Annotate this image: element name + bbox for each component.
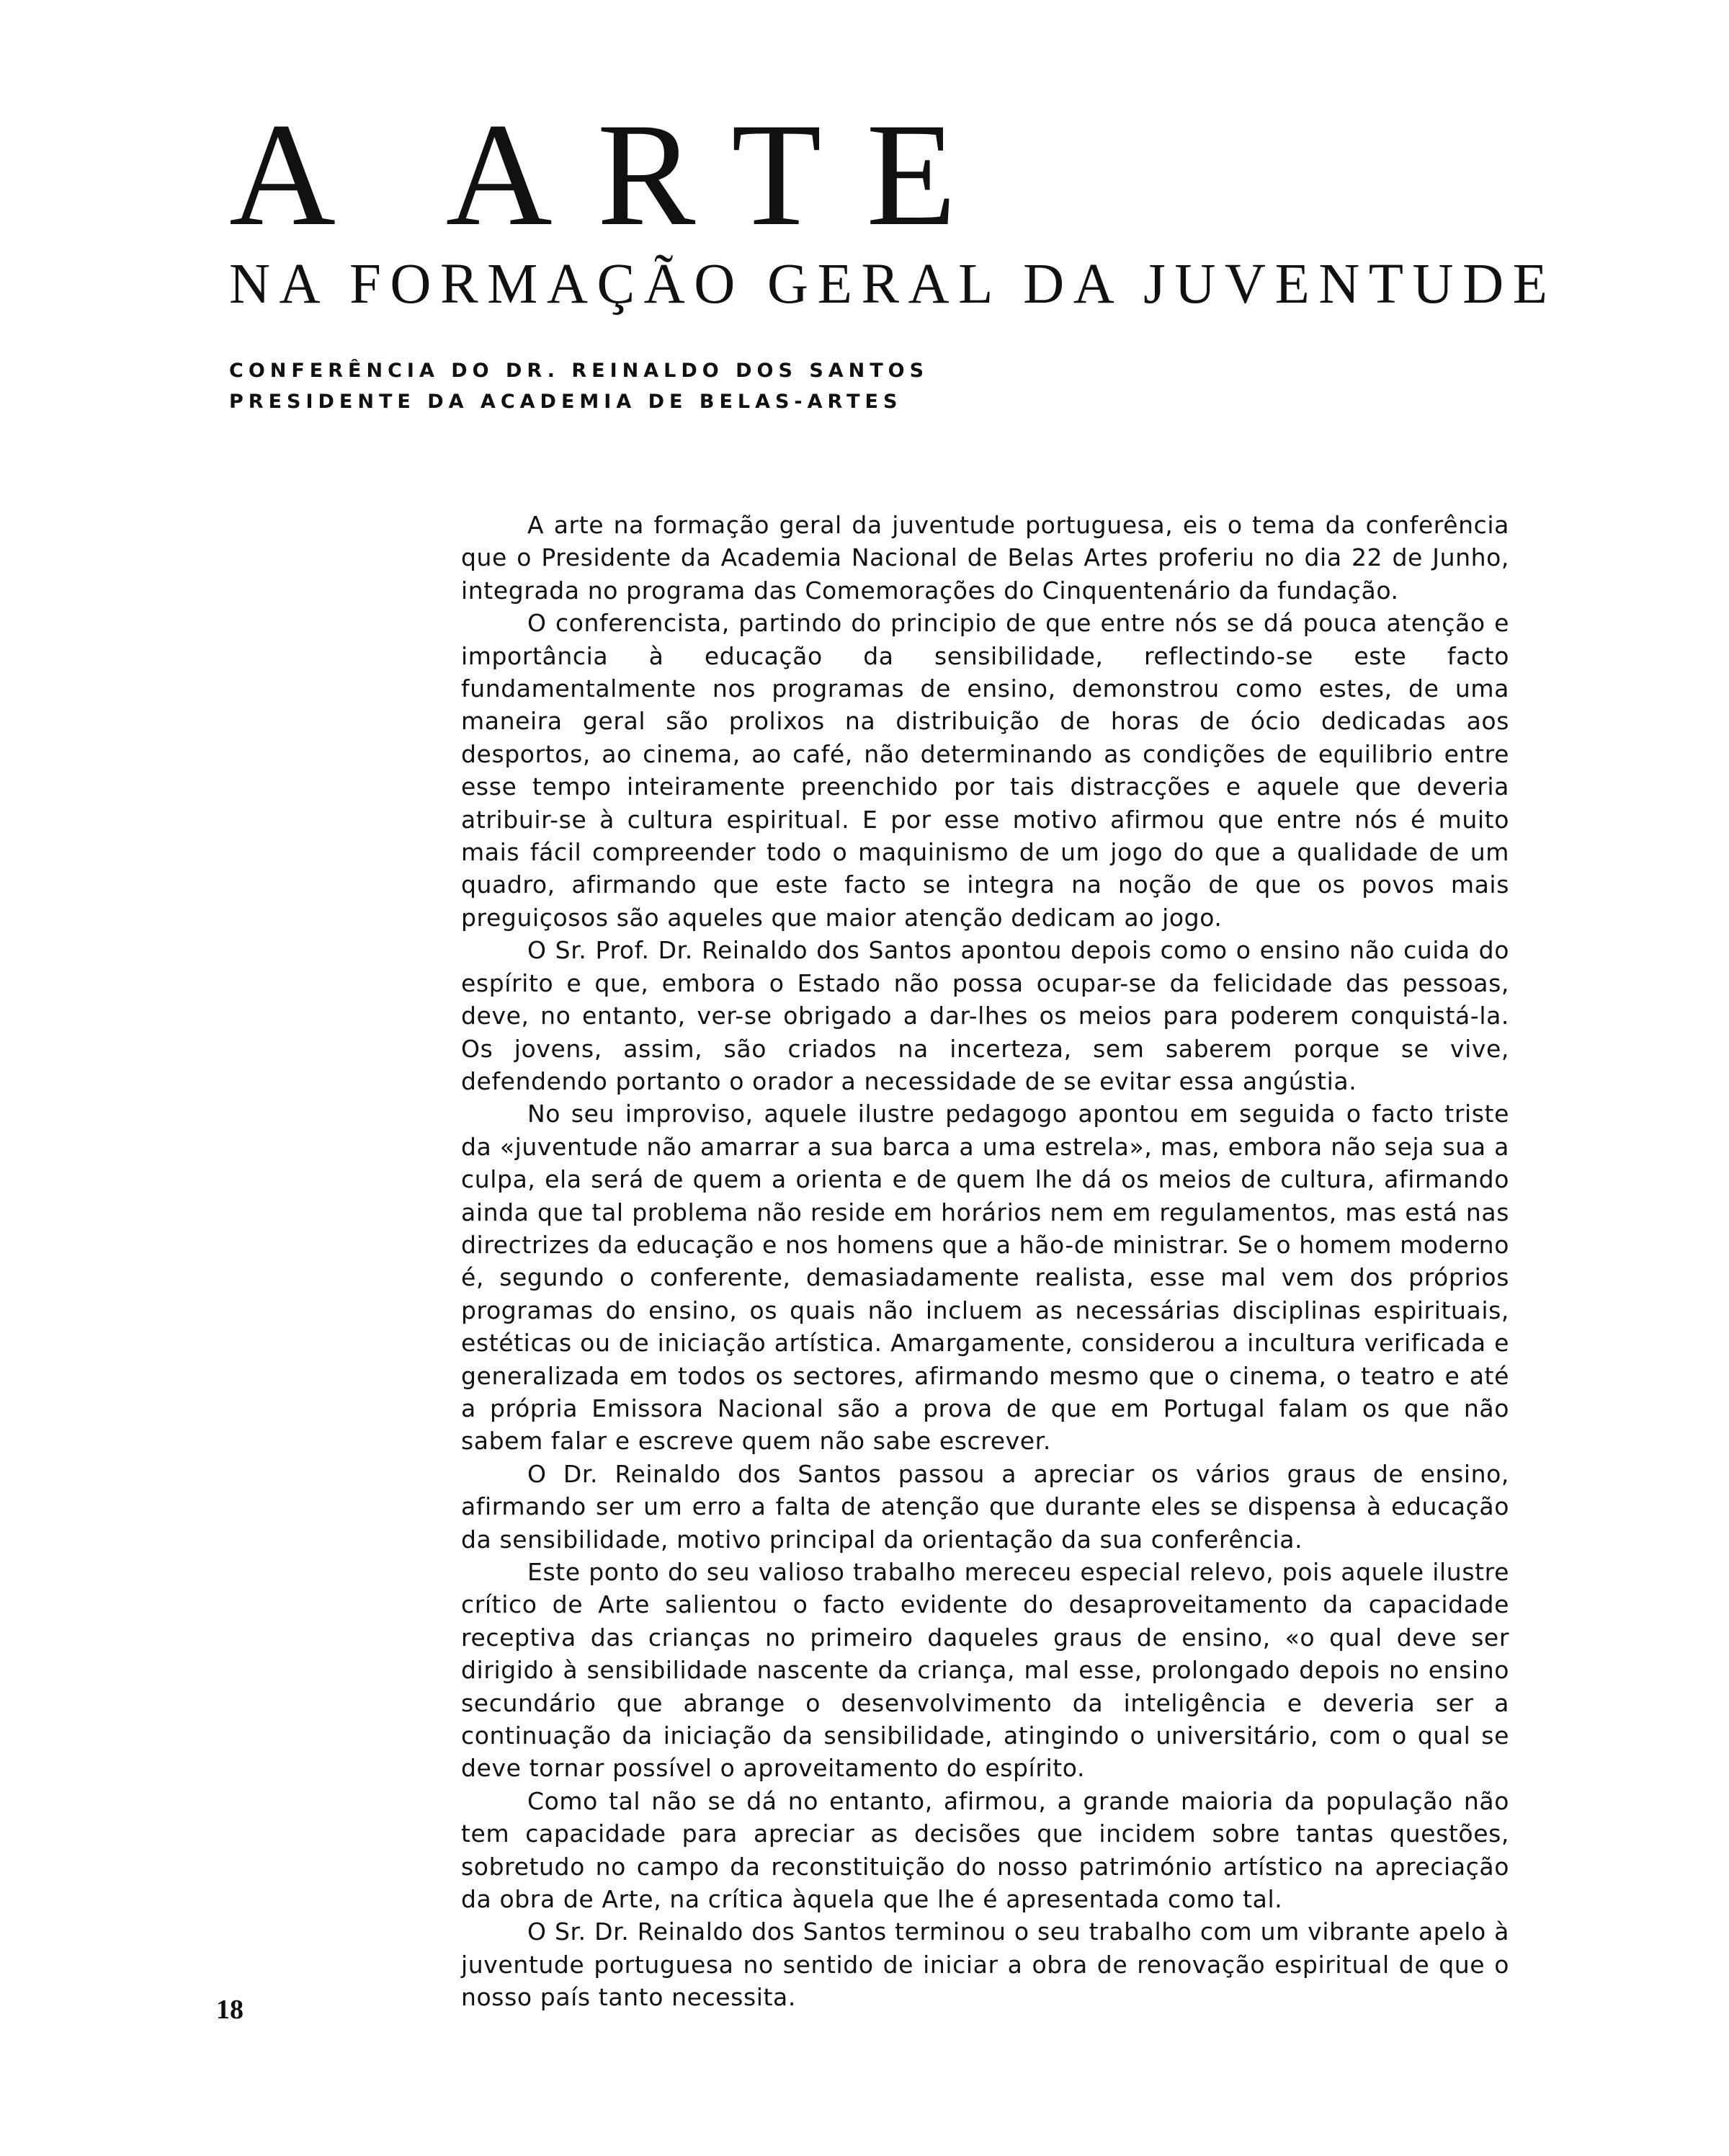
paragraph-4: No seu improviso, aquele ilustre pedagogo apontou em seguida o facto triste da «juventude não amarrar a sua barca a uma estrela», mas, embora não seja sua a culpa, ela será de quem a orienta e de quem lhe dá os meios de cultura, afirmando ainda que tal problema não reside em horários nem em regulamentos, mas está nas directrizes da educação e nos homens que a hão-de ministrar. Se o homem moderno é, segundo o conferente, demasiadamente realista, esse mal vem dos próprios programas do ensino, os quais não incluem as necessárias disciplinas espirituais, estéticas ou de iniciação artística. Amargamente, considerou a incultura verificada e generalizada em todos os sectores, afirmando mesmo que o cinema, o teatro e até a própria Emissora Nacional são a prova de que em Portugal falam os que não sabem falar e escreve quem não sabe escrever. xyxy=(461,1100,1509,1456)
paragraph-7: Como tal não se dá no entanto, afirmou, a grande maioria da população não tem capacidade para apreciar as decisões que incidem sobre tantas questões, sobretudo no campo da reconstituição do nosso património artístico na apreciação da obra de Arte, na crítica àquela que lhe é apresentada como tal. xyxy=(461,1786,1509,1914)
page-number: 18 xyxy=(216,1995,244,2025)
paragraph-8: O Sr. Dr. Reinaldo dos Santos terminou o seu trabalho com um vibrante apelo à juventude portuguesa no sentido de iniciar a obra de renovação espiritual de que o nosso país tanto necessita. xyxy=(461,1917,1509,2012)
article-title: A ARTE xyxy=(229,93,1001,257)
byline-line-2: PRESIDENTE DA ACADEMIA DE BELAS-ARTES xyxy=(229,391,903,413)
byline xyxy=(229,355,929,417)
paragraph-2: O conferencista, partindo do principio de que entre nós se dá pouca atenção e importância à educação da sensibilidade, reflectindo-se este facto fundamentalmente nos programas de ensino, demonstrou como estes, de uma maneira geral são prolixos na distribuição de horas de ócio dedicadas aos desportos, ao cinema, ao café, não determinando as condições de equilibrio entre esse tempo inteiramente preenchido por tais distracções e aquele que deveria atribuir-se à cultura espiritual. E por esse motivo afirmou que entre nós é muito mais fácil compreender todo o maquinismo de um jogo do que a qualidade de um quadro, afirmando que este facto se integra na noção de que os povos mais preguiçosos são aqueles que maior atenção dedicam ao jogo. xyxy=(461,609,1509,932)
paragraph-1: A arte na formação geral da juventude portuguesa, eis o tema da conferência que o Presidente da Academia Nacional de Belas Artes proferiu no dia 22 de Junho, integrada no programa das Comemorações do Cinquentenário da fundação. xyxy=(461,511,1509,605)
byline-line-1: CONFERÊNCIA DO DR. REINALDO DOS SANTOS xyxy=(229,360,929,382)
paragraph-6: Este ponto do seu valioso trabalho mereceu especial relevo, pois aquele ilustre crítico de Arte salientou o facto evidente do desaproveitamento da capacidade receptiva das crianças no primeiro daqueles graus de ensino, «o qual deve ser dirigido à sensibilidade nascente da criança, mal esse, prolongado depois no ensino secundário que abrange o desenvolvimento da inteligência e deveria ser a continuação da iniciação da sensibilidade, atingindo o universitário, com o qual se deve tornar possível o aproveitamento do espírito. xyxy=(461,1558,1509,1783)
article-body xyxy=(461,509,1509,2014)
paragraph-5: O Dr. Reinaldo dos Santos passou a apreciar os vários graus de ensino, afirmando ser um erro a falta de atenção que durante eles se dispensa à educação da sensibilidade, motivo principal da orientação da sua conferência. xyxy=(461,1459,1509,1554)
article-subtitle: NA FORMAÇÃO GERAL DA JUVENTUDE xyxy=(229,253,1557,316)
paragraph-3: O Sr. Prof. Dr. Reinaldo dos Santos apontou depois como o ensino não cuida do espírito e que, embora o Estado não possa ocupar-se da felicidade das pessoas, deve, no entanto, ver-se obrigado a dar-lhes os meios para poderem conquistá-la. Os jovens, assim, são criados na incerteza, sem saberem porque se vive, defendendo portanto o orador a necessidade de se evitar essa angústia. xyxy=(461,936,1509,1095)
